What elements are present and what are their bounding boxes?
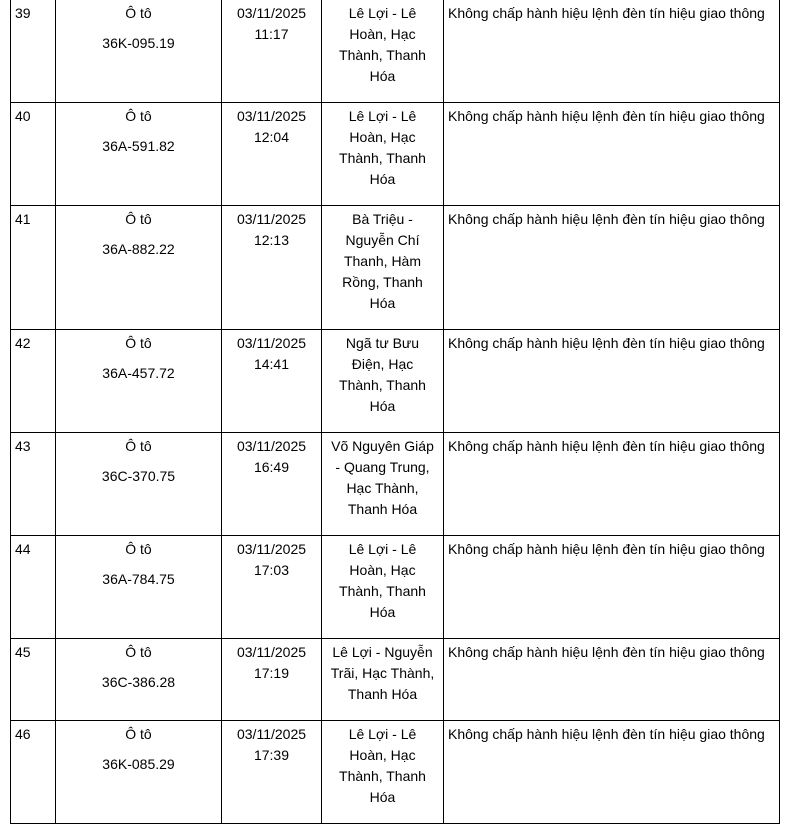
location-cell bbox=[322, 206, 444, 330]
datetime-cell bbox=[222, 639, 322, 721]
location-line: Hóa bbox=[369, 789, 396, 805]
license-plate: 36A-457.72 bbox=[102, 365, 175, 381]
location-cell bbox=[322, 103, 444, 206]
violation-date: 03/11/2025 bbox=[236, 438, 307, 454]
location-line: - Quang Trung, bbox=[335, 459, 430, 475]
vehicle-type: Ô tô bbox=[125, 211, 152, 227]
row-number: 41 bbox=[15, 211, 31, 227]
violation-text: Không chấp hành hiệu lệnh đèn tín hiệu giao thông bbox=[448, 108, 765, 124]
location-line: Hóa bbox=[369, 604, 396, 620]
row-number-cell bbox=[11, 721, 56, 824]
location-line: Hoàn, Hạc bbox=[349, 129, 416, 145]
violation-cell bbox=[444, 433, 780, 536]
row-number: 39 bbox=[15, 5, 31, 21]
vehicle-type: Ô tô bbox=[125, 438, 152, 454]
violation-cell bbox=[444, 206, 780, 330]
row-number: 43 bbox=[15, 438, 31, 454]
violation-text: Không chấp hành hiệu lệnh đèn tín hiệu giao thông bbox=[448, 541, 765, 557]
violation-time: 16:49 bbox=[253, 459, 290, 475]
violation-text: Không chấp hành hiệu lệnh đèn tín hiệu giao thông bbox=[448, 644, 765, 660]
location-line: Bà Triệu - bbox=[352, 211, 413, 227]
license-plate: 36C-386.28 bbox=[101, 674, 176, 690]
row-number-cell bbox=[11, 0, 56, 103]
location-line: Thành, Thanh bbox=[339, 583, 426, 599]
violations-table bbox=[10, 0, 780, 824]
datetime-cell bbox=[222, 206, 322, 330]
location-line: Lê Lợi - Lê bbox=[348, 541, 417, 557]
datetime-cell bbox=[222, 433, 322, 536]
row-number-cell bbox=[11, 433, 56, 536]
table-row bbox=[11, 721, 780, 824]
row-number-cell bbox=[11, 206, 56, 330]
violation-cell bbox=[444, 330, 780, 433]
license-plate: 36C-370.75 bbox=[101, 468, 176, 484]
location-line: Thành, Thanh bbox=[339, 47, 426, 63]
row-number: 45 bbox=[15, 644, 31, 660]
location-line: Hóa bbox=[369, 68, 396, 84]
location-cell bbox=[322, 330, 444, 433]
vehicle-type: Ô tô bbox=[125, 108, 152, 124]
violation-time: 12:13 bbox=[253, 232, 290, 248]
row-number: 40 bbox=[15, 108, 31, 124]
vehicle-type: Ô tô bbox=[125, 726, 152, 742]
vehicle-cell bbox=[56, 206, 222, 330]
vehicle-cell bbox=[56, 639, 222, 721]
vehicle-cell bbox=[56, 721, 222, 824]
location-line: Điện, Hạc bbox=[351, 356, 414, 372]
location-line: Thành, Thanh bbox=[339, 377, 426, 393]
location-cell bbox=[322, 0, 444, 103]
row-number: 42 bbox=[15, 335, 31, 351]
table-row bbox=[11, 206, 780, 330]
location-cell bbox=[322, 536, 444, 639]
location-line: Hạc Thành, bbox=[346, 480, 419, 496]
location-line: Hoàn, Hạc bbox=[349, 747, 416, 763]
license-plate: 36K-085.29 bbox=[102, 756, 175, 772]
location-cell bbox=[322, 433, 444, 536]
location-line: Võ Nguyên Giáp bbox=[331, 438, 434, 454]
violation-time: 17:19 bbox=[253, 665, 290, 681]
violation-text: Không chấp hành hiệu lệnh đèn tín hiệu giao thông bbox=[448, 335, 765, 351]
violation-time: 12:04 bbox=[253, 129, 290, 145]
row-number: 44 bbox=[15, 541, 31, 557]
location-line: Hoàn, Hạc bbox=[349, 26, 416, 42]
datetime-cell bbox=[222, 103, 322, 206]
vehicle-cell bbox=[56, 330, 222, 433]
datetime-cell bbox=[222, 330, 322, 433]
violation-cell bbox=[444, 0, 780, 103]
location-line: Ngã tư Bưu bbox=[345, 335, 420, 351]
table-row bbox=[11, 433, 780, 536]
location-line: Thanh Hóa bbox=[347, 501, 418, 517]
location-line: Lê Lợi - Lê bbox=[348, 108, 417, 124]
violation-date: 03/11/2025 bbox=[236, 5, 307, 21]
violation-text: Không chấp hành hiệu lệnh đèn tín hiệu giao thông bbox=[448, 438, 765, 454]
violation-date: 03/11/2025 bbox=[236, 644, 307, 660]
table-row bbox=[11, 536, 780, 639]
violation-date: 03/11/2025 bbox=[236, 541, 307, 557]
violation-time: 17:03 bbox=[253, 562, 290, 578]
location-line: Rồng, Thanh bbox=[342, 274, 423, 290]
violation-date: 03/11/2025 bbox=[236, 335, 307, 351]
vehicle-type: Ô tô bbox=[125, 541, 152, 557]
table-row bbox=[11, 0, 780, 103]
violation-cell bbox=[444, 103, 780, 206]
license-plate: 36A-882.22 bbox=[102, 241, 175, 257]
location-line: Thanh, Hàm bbox=[343, 253, 422, 269]
license-plate: 36A-784.75 bbox=[102, 571, 175, 587]
location-line: Lê Lợi - Nguyễn bbox=[332, 644, 433, 660]
location-line: Trãi, Hạc Thành, bbox=[330, 665, 435, 681]
vehicle-cell bbox=[56, 0, 222, 103]
violation-cell bbox=[444, 639, 780, 721]
datetime-cell bbox=[222, 0, 322, 103]
vehicle-cell bbox=[56, 433, 222, 536]
location-cell bbox=[322, 721, 444, 824]
violation-date: 03/11/2025 bbox=[236, 211, 307, 227]
location-cell bbox=[322, 639, 444, 721]
violation-time: 11:17 bbox=[254, 26, 289, 42]
vehicle-cell bbox=[56, 536, 222, 639]
license-plate: 36K-095.19 bbox=[102, 35, 175, 51]
table-row bbox=[11, 639, 780, 721]
violation-date: 03/11/2025 bbox=[236, 726, 307, 742]
violation-time: 17:39 bbox=[253, 747, 290, 763]
location-line: Hoàn, Hạc bbox=[349, 562, 416, 578]
violation-text: Không chấp hành hiệu lệnh đèn tín hiệu giao thông bbox=[448, 726, 765, 742]
violation-date: 03/11/2025 bbox=[236, 108, 307, 124]
vehicle-type: Ô tô bbox=[125, 335, 152, 351]
location-line: Thanh Hóa bbox=[347, 686, 418, 702]
vehicle-cell bbox=[56, 103, 222, 206]
location-line: Lê Lợi - Lê bbox=[348, 5, 417, 21]
table-row bbox=[11, 103, 780, 206]
row-number-cell bbox=[11, 639, 56, 721]
datetime-cell bbox=[222, 721, 322, 824]
license-plate: 36A-591.82 bbox=[102, 138, 175, 154]
violation-cell bbox=[444, 721, 780, 824]
table-row bbox=[11, 330, 780, 433]
location-line: Thành, Thanh bbox=[339, 150, 426, 166]
location-line: Thành, Thanh bbox=[339, 768, 426, 784]
datetime-cell bbox=[222, 536, 322, 639]
violation-time: 14:41 bbox=[253, 356, 290, 372]
location-line: Hóa bbox=[369, 171, 396, 187]
violation-text: Không chấp hành hiệu lệnh đèn tín hiệu giao thông bbox=[448, 5, 765, 21]
row-number: 46 bbox=[15, 726, 31, 742]
location-line: Nguyễn Chí bbox=[345, 232, 420, 248]
violations-table-body bbox=[11, 0, 780, 824]
location-line: Lê Lợi - Lê bbox=[348, 726, 417, 742]
location-line: Hóa bbox=[369, 295, 396, 311]
violation-text: Không chấp hành hiệu lệnh đèn tín hiệu giao thông bbox=[448, 211, 765, 227]
location-line: Hóa bbox=[369, 398, 396, 414]
row-number-cell bbox=[11, 536, 56, 639]
row-number-cell bbox=[11, 103, 56, 206]
vehicle-type: Ô tô bbox=[125, 5, 152, 21]
vehicle-type: Ô tô bbox=[125, 644, 152, 660]
row-number-cell bbox=[11, 330, 56, 433]
violation-cell bbox=[444, 536, 780, 639]
